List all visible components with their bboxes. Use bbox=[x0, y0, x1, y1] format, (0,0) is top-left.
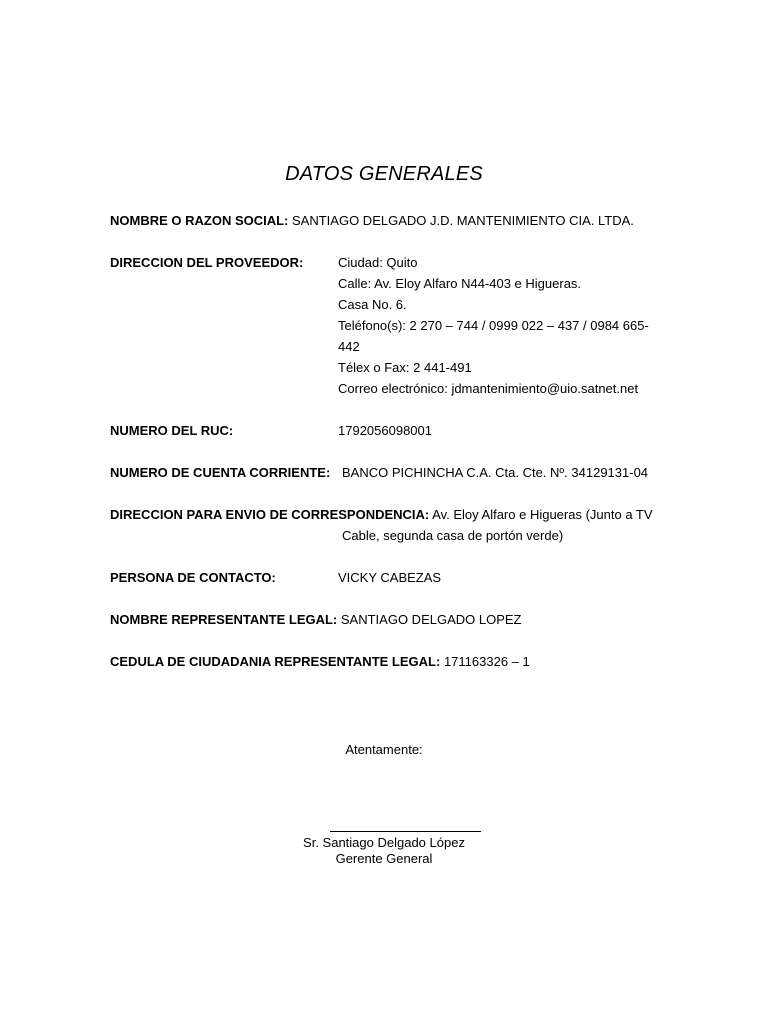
razon-social-row bbox=[110, 210, 634, 231]
signer-title: Gerente General bbox=[335, 851, 433, 866]
correspondencia-label: DIRECCION PARA ENVIO DE CORRESPONDENCIA: bbox=[110, 507, 430, 522]
representante-row bbox=[110, 609, 522, 630]
direccion-ciudad: Ciudad: Quito bbox=[338, 255, 418, 270]
contacto-value: VICKY CABEZAS bbox=[338, 570, 442, 585]
cedula-row bbox=[110, 651, 530, 672]
direccion-telefono-line-1: Teléfono(s): 2 270 – 744 / 0999 022 – 437 / 0984 665- bbox=[338, 318, 649, 333]
representante-value: SANTIAGO DELGADO LOPEZ bbox=[340, 612, 522, 627]
direccion-casa: Casa No. 6. bbox=[338, 297, 407, 312]
cuenta-row bbox=[110, 462, 330, 483]
cuenta-value: BANCO PICHINCHA C.A. Cta. Cte. Nº. 34129131-04 bbox=[342, 465, 649, 480]
signer-name: Sr. Santiago Delgado López bbox=[303, 835, 465, 850]
direccion-correo: Correo electrónico: jdmantenimiento@uio.satnet.net bbox=[338, 381, 639, 396]
cuenta-label: NUMERO DE CUENTA CORRIENTE: bbox=[110, 465, 331, 480]
cedula-label: CEDULA DE CIUDADANIA REPRESENTANTE LEGAL: bbox=[110, 654, 441, 669]
document-title: DATOS GENERALES bbox=[285, 163, 483, 185]
contacto-row bbox=[110, 567, 276, 588]
correspondencia-value-line-2: Cable, segunda casa de portón verde) bbox=[342, 528, 564, 543]
cedula-value: 171163326 – 1 bbox=[443, 654, 530, 669]
signature-line bbox=[330, 831, 481, 832]
direccion-calle: Calle: Av. Eloy Alfaro N44-403 e Higueras. bbox=[338, 276, 582, 291]
direccion-proveedor-row bbox=[110, 252, 303, 273]
direccion-telefono-line-2: 442 bbox=[338, 339, 360, 354]
ruc-label: NUMERO DEL RUC: bbox=[110, 423, 234, 438]
direccion-proveedor-block bbox=[338, 252, 668, 399]
razon-social-label: NOMBRE O RAZON SOCIAL: bbox=[110, 213, 289, 228]
correspondencia-row bbox=[110, 504, 653, 525]
atentamente-text: Atentamente: bbox=[345, 742, 423, 757]
razon-social-value: SANTIAGO DELGADO J.D. MANTENIMIENTO CIA. LTDA. bbox=[292, 213, 634, 228]
direccion-proveedor-label: DIRECCION DEL PROVEEDOR: bbox=[110, 255, 304, 270]
ruc-row bbox=[110, 420, 233, 441]
correspondencia-value-line-1: Av. Eloy Alfaro e Higueras (Junto a TV bbox=[432, 507, 653, 522]
representante-label: NOMBRE REPRESENTANTE LEGAL: bbox=[110, 612, 338, 627]
contacto-label: PERSONA DE CONTACTO: bbox=[110, 570, 276, 585]
direccion-telex: Télex o Fax: 2 441-491 bbox=[338, 360, 472, 375]
ruc-value: 1792056098001 bbox=[338, 423, 432, 438]
